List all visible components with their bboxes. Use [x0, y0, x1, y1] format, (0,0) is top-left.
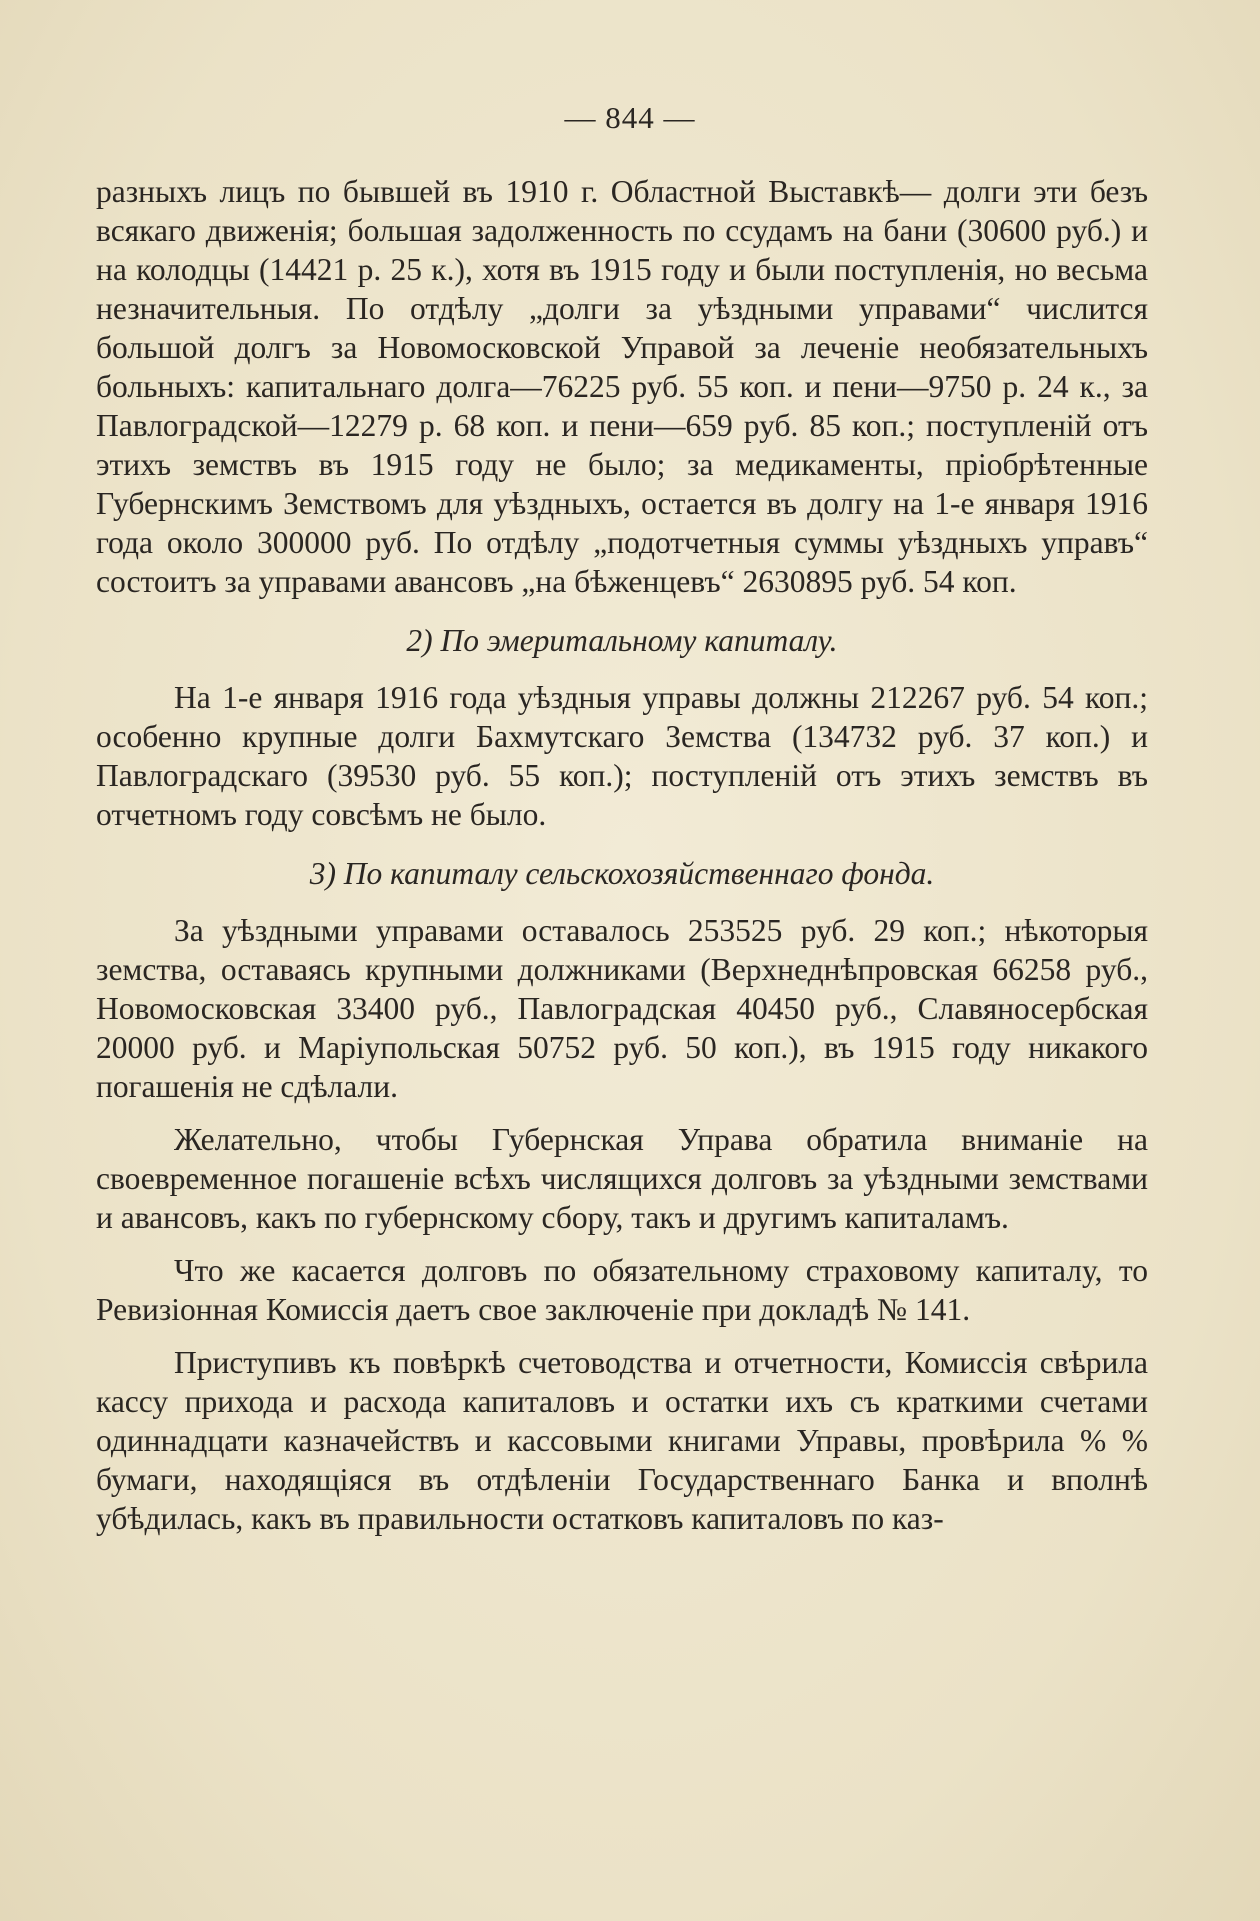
- paragraph-insurance: Что же касается долговъ по обязательному страховому капиталу, то Ревизіонная Комиссія даетъ свое заключеніе при докладѣ № 141.: [96, 1253, 1148, 1327]
- paragraph-audit: Приступивъ къ повѣркѣ счетоводства и отчетности, Комиссія свѣрила кассу прихода и расхода капиталовъ и остатки ихъ съ краткими счетами одиннадцати казначействъ и кассовыми книгами Управы, провѣрила % % бумаги, находящіяся въ отдѣленіи Государственнаго Банка и вполнѣ убѣдилась, какъ въ правильности остатковъ капиталовъ по каз-: [96, 1345, 1148, 1536]
- heading-emeritus-capital: 2) По эмеритальному капиталу.: [406, 623, 838, 658]
- page-number: — 844 —: [564, 100, 696, 135]
- body-text: [96, 172, 1148, 1538]
- paragraph-emeritus: На 1-е января 1916 года уѣздныя управы должны 212267 руб. 54 коп.; особенно крупные долги Бахмутскаго Земства (134732 руб. 37 коп.) и Павлоградскаго (39530 руб. 55 коп.); поступленій отъ этихъ земствъ въ отчетномъ году совсѣмъ не было.: [96, 680, 1148, 832]
- paragraph-recommendation: Желательно, чтобы Губернская Управа обратила вниманіе на своевременное погашеніе всѣхъ числящихся долговъ за уѣздными земствами и авансовъ, какъ по губернскому сбору, такъ и другимъ капиталамъ.: [96, 1122, 1148, 1235]
- paragraph-agricultural: За уѣздными управами оставалось 253525 руб. 29 коп.; нѣкоторыя земства, оставаясь крупными должниками (Верхнеднѣпровская 66258 руб., Новомосковская 33400 руб., Павлоградская 40450 руб., Славяносербская 20000 руб. и Маріупольская 50752 руб. 50 коп.), въ 1915 году никакого погашенія не сдѣлали.: [96, 913, 1148, 1104]
- heading-agricultural-fund: 3) По капиталу сельскохозяйственнаго фонда.: [309, 856, 935, 891]
- paragraph-debts: разныхъ лицъ по бывшей въ 1910 г. Областной Выставкѣ— долги эти безъ всякаго движенія; большая задолженность по ссудамъ на бани (30600 руб.) и на колодцы (14421 р. 25 к.), хотя въ 1915 году и были поступленія, но весьма незначительныя. По отдѣлу „долги за уѣздными управами“ числится большой долгъ за Новомосковской Управой за леченіе необязательныхъ больныхъ: капитальнаго долга—76225 руб. 55 коп. и пени—9750 р. 24 к., за Павлоградской—12279 р. 68 коп. и пени—659 руб. 85 коп.; поступленій отъ этихъ земствъ въ 1915 году не было; за медикаменты, пріобрѣтенные Губернскимъ Земствомъ для уѣздныхъ, остается въ долгу на 1-е января 1916 года около 300000 руб. По отдѣлу „подотчетныя суммы уѣздныхъ управъ“ состоитъ за управами авансовъ „на бѣженцевъ“ 2630895 руб. 54 коп.: [96, 174, 1148, 599]
